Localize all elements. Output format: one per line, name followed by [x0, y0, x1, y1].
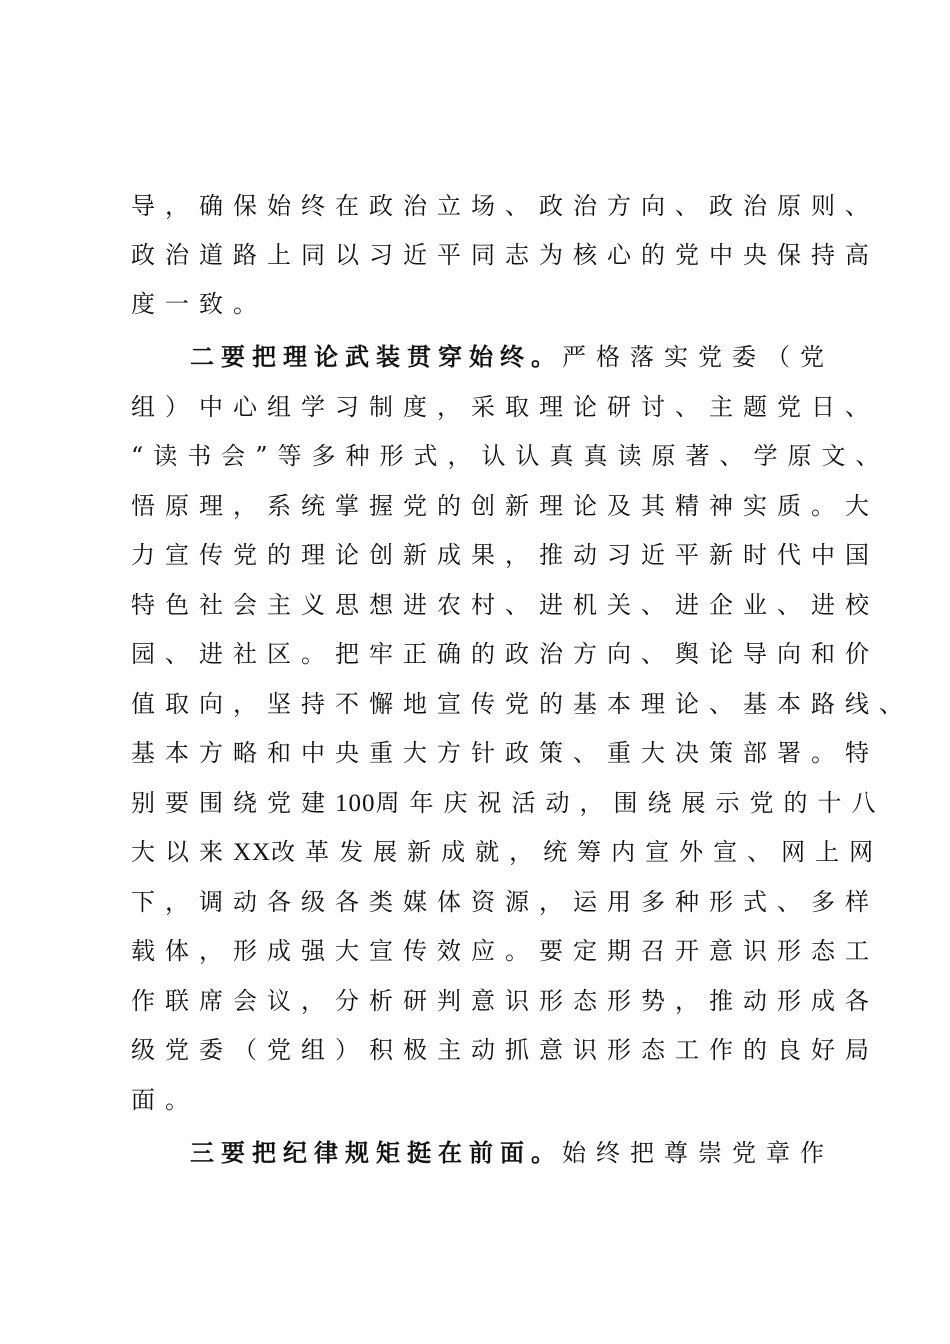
text-line: 特色社会主义思想进农村、进机关、进企业、进校: [131, 591, 879, 619]
text-line: [131, 785, 886, 821]
paragraph-first-line: [190, 339, 834, 375]
code-text: XX: [233, 839, 272, 866]
paragraph-lead-heading: 二要把理论武装贯穿始终。: [190, 342, 562, 371]
text-line: 园、进社区。把牢正确的政治方向、舆论导向和价: [131, 640, 879, 668]
paragraph-lead-heading: 三要把纪律规矩挺在前面。: [190, 1138, 562, 1167]
text-line: 度一致。: [131, 290, 267, 318]
text-segment: 大以来: [131, 838, 233, 866]
paragraph-text: 始终把尊崇党章作: [562, 1139, 834, 1167]
text-line: [131, 834, 884, 870]
text-line: 值取向，坚持不懈地宣传党的基本理论、基本路线、: [131, 690, 913, 718]
text-line: 载体，形成强大宣传效应。要定期召开意识形态工: [131, 937, 879, 965]
text-line: 政治道路上同以习近平同志为核心的党中央保持高: [131, 241, 879, 269]
text-line: 导，确保始终在政治立场、政治方向、政治原则、: [131, 192, 879, 220]
text-line: 力宣传党的理论创新成果，推动习近平新时代中国: [131, 541, 879, 569]
number-text: 100: [335, 790, 376, 817]
text-line: 面。: [131, 1086, 199, 1114]
text-line: 级党委（党组）积极主动抓意识形态工作的良好局: [131, 1036, 879, 1064]
text-segment: 周年庆祝活动，围绕展示党的十八: [375, 789, 886, 817]
text-line: 基本方略和中央重大方针政策、重大决策部署。特: [131, 739, 879, 767]
paragraph-first-line: [190, 1135, 834, 1171]
text-segment: 别要围绕党建: [131, 789, 335, 817]
text-line: 组）中心组学习制度，采取理论研讨、主题党日、: [131, 393, 879, 421]
text-line: 下，调动各级各类媒体资源，运用多种形式、多样: [131, 888, 879, 916]
text-segment: 改革发展新成就，统筹内宣外宣、网上网: [271, 838, 884, 866]
paragraph-text: 严格落实党委（党: [562, 343, 834, 371]
text-line: 作联席会议，分析研判意识形态形势，推动形成各: [131, 987, 879, 1015]
text-line: “读书会”等多种形式，认认真真读原著、学原文、: [131, 442, 890, 470]
text-line: 悟原理，系统掌握党的创新理论及其精神实质。大: [131, 492, 879, 520]
